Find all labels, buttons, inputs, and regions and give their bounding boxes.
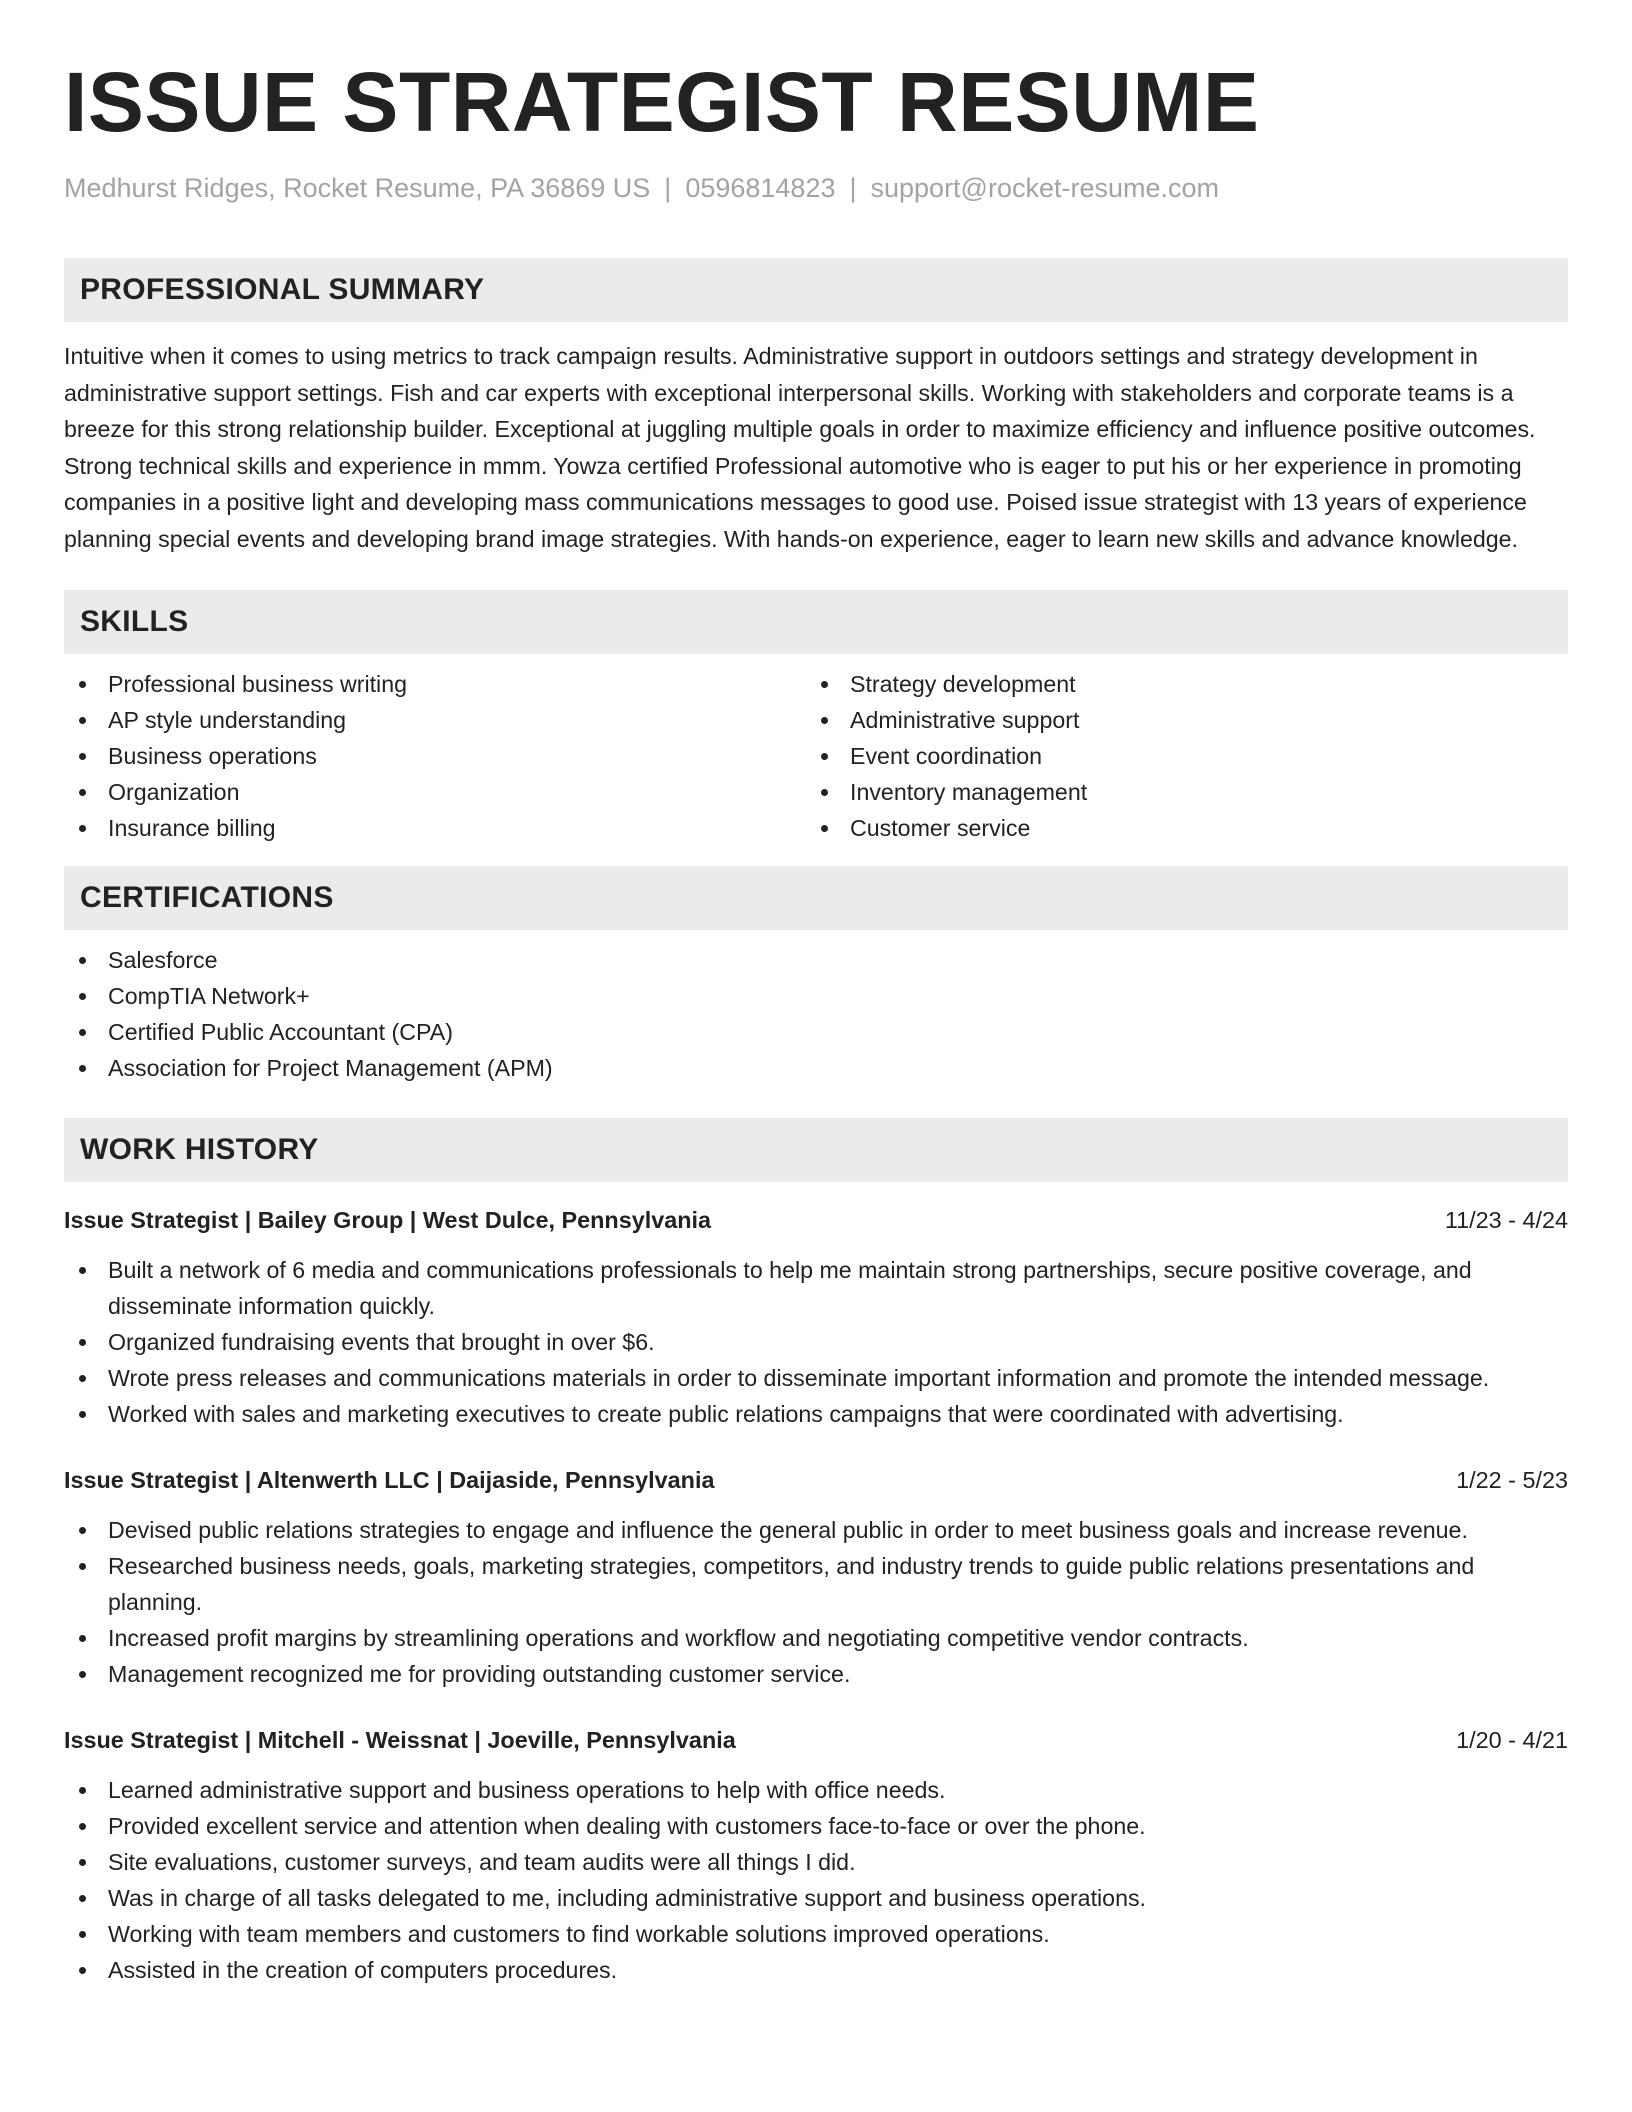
- skill-item: Professional business writing: [64, 666, 806, 702]
- skill-item: Inventory management: [806, 774, 1548, 810]
- job-header: [64, 1462, 1568, 1498]
- skill-item: Event coordination: [806, 738, 1548, 774]
- contact-email: support@rocket-resume.com: [870, 173, 1220, 203]
- skills-grid: [64, 666, 1568, 846]
- job-bullet: Was in charge of all tasks delegated to me, including administrative support and business operations.: [64, 1880, 1568, 1916]
- job-bullets: [64, 1252, 1568, 1432]
- job-dates: 1/22 - 5/23: [1456, 1466, 1568, 1493]
- job-title: Issue Strategist | Mitchell - Weissnat | Joeville, Pennsylvania: [64, 1726, 736, 1753]
- summary-heading: PROFESSIONAL SUMMARY: [64, 258, 1568, 322]
- job-bullet: Built a network of 6 media and communications professionals to help me maintain strong partnerships, secure positive coverage, and disseminate information quickly.: [64, 1252, 1568, 1324]
- resume-page: [64, 52, 1568, 1988]
- job-title: Issue Strategist | Altenwerth LLC | Daijaside, Pennsylvania: [64, 1466, 715, 1493]
- job-bullet: Learned administrative support and business operations to help with office needs.: [64, 1772, 1568, 1808]
- job-bullet: Increased profit margins by streamlining operations and workflow and negotiating competitive vendor contracts.: [64, 1620, 1568, 1656]
- job-dates: 11/23 - 4/24: [1444, 1206, 1568, 1233]
- contact-separator: |: [849, 173, 857, 203]
- skills-left-column: [64, 666, 806, 846]
- skill-item: Insurance billing: [64, 810, 806, 846]
- job-entry: [64, 1202, 1568, 1432]
- contact-separator: |: [664, 173, 672, 203]
- summary-text: Intuitive when it comes to using metrics to track campaign results. Administrative support in outdoors settings and strategy development in administrative support settings. Fish and car experts with exceptional interpersonal skills. Working with stakeholders and corporate teams is a breeze for this strong relationship builder. Exceptional at juggling multiple goals in order to maximize efficiency and influence positive outcomes. Strong technical skills and experience in mmm. Yowza certified Professional automotive who is eager to put his or her experience in promoting companies in a positive light and developing mass communications messages to good use. Poised issue strategist with 13 years of experience planning special events and developing brand image strategies. With hands-on experience, eager to learn new skills and advance knowledge.: [64, 343, 1536, 552]
- skill-item: AP style understanding: [64, 702, 806, 738]
- skills-right-column: [806, 666, 1548, 846]
- job-bullet: Provided excellent service and attention when dealing with customers face-to-face or over the phone.: [64, 1808, 1568, 1844]
- certification-item: Association for Project Management (APM): [64, 1050, 1568, 1086]
- job-dates: 1/20 - 4/21: [1456, 1726, 1568, 1753]
- resume-title: ISSUE STRATEGIST RESUME: [64, 55, 1260, 149]
- skill-item: Business operations: [64, 738, 806, 774]
- job-bullet: Wrote press releases and communications materials in order to disseminate important information and promote the intended message.: [64, 1360, 1568, 1396]
- job-bullet: Devised public relations strategies to engage and influence the general public in order to meet business goals and increase revenue.: [64, 1512, 1568, 1548]
- job-entry: [64, 1462, 1568, 1692]
- certification-item: Certified Public Accountant (CPA): [64, 1014, 1568, 1050]
- job-entry: [64, 1722, 1568, 1988]
- certifications-heading: CERTIFICATIONS: [64, 866, 1568, 930]
- job-bullet: Working with team members and customers to find workable solutions improved operations.: [64, 1916, 1568, 1952]
- job-bullets: [64, 1772, 1568, 1988]
- job-bullet: Organized fundraising events that brought in over $6.: [64, 1324, 1568, 1360]
- skill-item: Organization: [64, 774, 806, 810]
- skill-item: Administrative support: [806, 702, 1548, 738]
- skill-item: Customer service: [806, 810, 1548, 846]
- job-bullet: Management recognized me for providing outstanding customer service.: [64, 1656, 1568, 1692]
- job-title: Issue Strategist | Bailey Group | West Dulce, Pennsylvania: [64, 1206, 712, 1233]
- work-history-heading: WORK HISTORY: [64, 1118, 1568, 1182]
- contact-phone: 0596814823: [685, 173, 836, 203]
- certification-item: CompTIA Network+: [64, 978, 1568, 1014]
- job-bullet: Site evaluations, customer surveys, and team audits were all things I did.: [64, 1844, 1568, 1880]
- job-bullets: [64, 1512, 1568, 1692]
- job-bullet: Worked with sales and marketing executives to create public relations campaigns that were coordinated with advertising.: [64, 1396, 1568, 1432]
- contact-line: [64, 170, 1568, 206]
- certifications-list: [64, 942, 1568, 1086]
- job-bullet: Researched business needs, goals, marketing strategies, competitors, and industry trends to guide public relations presentations and planning.: [64, 1548, 1568, 1620]
- skills-heading: SKILLS: [64, 590, 1568, 654]
- job-bullet: Assisted in the creation of computers procedures.: [64, 1952, 1568, 1988]
- job-header: [64, 1722, 1568, 1758]
- certification-item: Salesforce: [64, 942, 1568, 978]
- contact-address: Medhurst Ridges, Rocket Resume, PA 36869 US: [64, 173, 651, 203]
- skill-item: Strategy development: [806, 666, 1548, 702]
- job-header: [64, 1202, 1568, 1238]
